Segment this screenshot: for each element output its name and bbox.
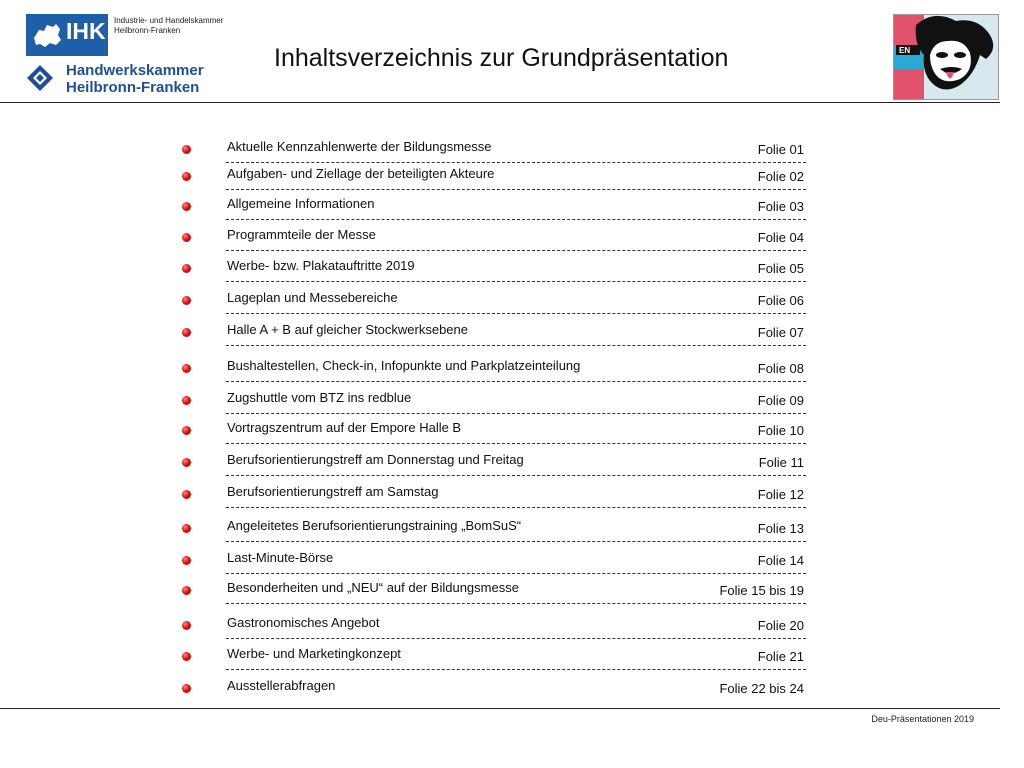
toc-item[interactable] (182, 449, 812, 479)
bullet-icon (182, 556, 191, 565)
toc-item-folio: Folie 21 (757, 649, 804, 664)
toc-item[interactable] (182, 193, 812, 223)
dashed-divider (226, 413, 806, 414)
hwk-logo (26, 60, 226, 100)
toc-item[interactable] (182, 612, 812, 642)
dashed-divider (226, 345, 806, 346)
toc-item-folio: Folie 12 (757, 487, 804, 502)
dashed-divider (226, 475, 806, 476)
bullet-icon (182, 145, 191, 154)
toc-item-folio: Folie 02 (757, 169, 804, 184)
bullet-icon (182, 364, 191, 373)
toc-item-label: Werbe- und Marketingkonzept (227, 646, 401, 661)
ihk-logo-line1: Industrie- und Handelskammer (114, 16, 224, 25)
bullet-icon (182, 172, 191, 181)
footer-text: Deu-Präsentationen 2019 (871, 714, 974, 724)
toc-item-folio: Folie 22 bis 24 (719, 681, 804, 696)
toc-item-label: Besonderheiten und „NEU“ auf der Bildungsmesse (227, 580, 519, 595)
toc-item-folio: Folie 13 (757, 521, 804, 536)
toc-item-folio: Folie 04 (757, 230, 804, 245)
toc-item[interactable] (182, 287, 812, 317)
toc-item-label: Bushaltestellen, Check-in, Infopunkte und Parkplatzeinteilung (227, 358, 581, 373)
ihk-logo-box (26, 14, 108, 56)
toc-item[interactable] (182, 319, 812, 349)
toc-item-label: Gastronomisches Angebot (227, 615, 380, 630)
toc-item[interactable] (182, 136, 812, 166)
toc-item-folio: Folie 03 (757, 199, 804, 214)
ihk-logo-text (114, 16, 224, 36)
toc-item[interactable] (182, 417, 812, 447)
toc-item-label: Vortragszentrum auf der Empore Halle B (227, 420, 462, 435)
toc-item-label: Last-Minute-Börse (227, 550, 334, 565)
dashed-divider (226, 219, 806, 220)
toc-item[interactable] (182, 675, 812, 705)
dashed-divider (226, 669, 806, 670)
page-title: Inhaltsverzeichnis zur Grundpräsentation (274, 44, 729, 72)
bullet-icon (182, 233, 191, 242)
toc-item-folio: Folie 10 (757, 423, 804, 438)
toc-item[interactable] (182, 163, 812, 193)
toc-item-folio: Folie 09 (757, 393, 804, 408)
toc-item-label: Aufgaben- und Ziellage der beteiligten Akteure (227, 166, 495, 181)
toc-item[interactable] (182, 224, 812, 254)
toc-item-folio: Folie 14 (757, 553, 804, 568)
toc-item-label: Allgemeine Informationen (227, 196, 375, 211)
footer-divider (0, 708, 1000, 709)
toc-item[interactable] (182, 255, 812, 285)
dashed-divider (226, 507, 806, 508)
toc-item-folio: Folie 11 (758, 455, 804, 470)
bullet-icon (182, 586, 191, 595)
bullet-icon (182, 296, 191, 305)
dashed-divider (226, 573, 806, 574)
bullet-icon (182, 684, 191, 693)
toc-item-folio: Folie 07 (757, 325, 804, 340)
bullet-icon (182, 396, 191, 405)
toc-item-label: Berufsorientierungstreff am Donnerstag und Freitag (227, 452, 524, 467)
dashed-divider (226, 541, 806, 542)
toc-item-label: Werbe- bzw. Plakatauftritte 2019 (227, 258, 415, 273)
ihk-logo-line2: Heilbronn-Franken (114, 26, 181, 35)
hwk-logo-text (66, 62, 204, 96)
bullet-icon (182, 426, 191, 435)
svg-text:EN: EN (899, 46, 911, 55)
toc-item-label: Berufsorientierungstreff am Samstag (227, 484, 439, 499)
toc-item-folio: Folie 06 (757, 293, 804, 308)
bullet-icon (182, 524, 191, 533)
dashed-divider (226, 381, 806, 382)
ihk-letters: IHK (66, 18, 106, 44)
header-divider (0, 102, 1000, 103)
bullet-icon (182, 490, 191, 499)
toc-item-label: Angeleitetes Berufsorientierungstraining „BomSuS“ (227, 518, 522, 533)
bullet-icon (182, 202, 191, 211)
toc-item[interactable] (182, 643, 812, 673)
toc-item-label: Halle A + B auf gleicher Stockwerksebene (227, 322, 469, 337)
toc-item-label: Programmteile der Messe (227, 227, 376, 242)
toc-item-folio: Folie 08 (757, 361, 804, 376)
toc-item-folio: Folie 01 (757, 142, 804, 157)
dashed-divider (226, 638, 806, 639)
einstein-poster-icon (893, 14, 999, 100)
toc-item-folio: Folie 15 bis 19 (719, 583, 804, 598)
toc-item[interactable] (182, 481, 812, 511)
toc-item[interactable] (182, 515, 812, 545)
toc-item-folio: Folie 20 (757, 618, 804, 633)
toc-item[interactable] (182, 547, 812, 577)
poster-artwork (894, 15, 998, 99)
bullet-icon (182, 458, 191, 467)
dashed-divider (226, 250, 806, 251)
dashed-divider (226, 443, 806, 444)
bullet-icon (182, 264, 191, 273)
ihk-logo (26, 14, 224, 56)
dashed-divider (226, 281, 806, 282)
region-map-icon (30, 18, 64, 52)
toc-item-label: Lageplan und Messebereiche (227, 290, 398, 305)
hwk-logo-line2: Heilbronn-Franken (66, 79, 200, 96)
bullet-icon (182, 652, 191, 661)
toc-item-label: Zugshuttle vom BTZ ins redblue (227, 390, 412, 405)
toc-item-folio: Folie 05 (757, 261, 804, 276)
hwk-mark-icon (26, 64, 54, 92)
dashed-divider (226, 603, 806, 604)
dashed-divider (226, 313, 806, 314)
toc-item[interactable] (182, 355, 812, 385)
toc-item[interactable] (182, 387, 812, 417)
bullet-icon (182, 328, 191, 337)
dashed-divider (226, 189, 806, 190)
hwk-logo-line1: Handwerkskammer (66, 62, 204, 79)
toc-item-label: Aktuelle Kennzahlenwerte der Bildungsmesse (227, 139, 492, 154)
toc-item-label: Ausstellerabfragen (227, 678, 336, 693)
bullet-icon (182, 621, 191, 630)
toc-item[interactable] (182, 577, 812, 607)
